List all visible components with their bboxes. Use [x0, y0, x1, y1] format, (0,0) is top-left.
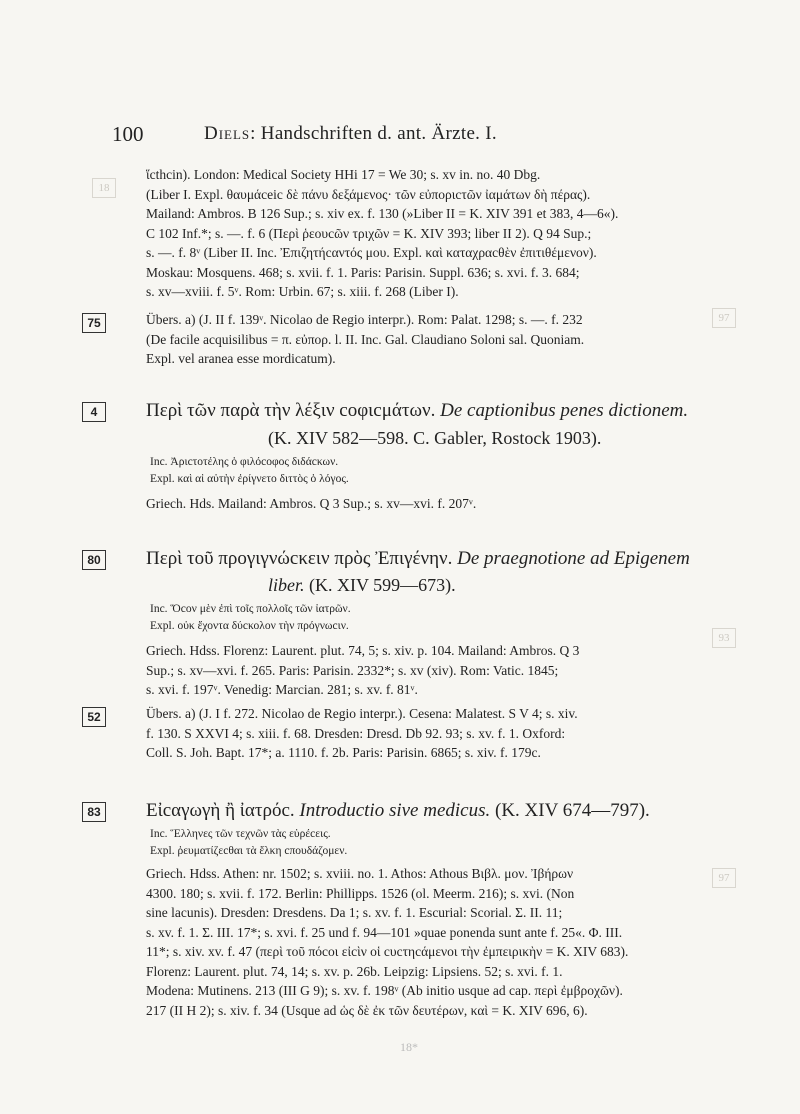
- text-line: (Liber I. Expl. θαυμάceic δὲ πάνυ δεξάμενος· τῶν εὐποριcτῶν ἰαμάτων δὴ πέρας).: [146, 186, 591, 202]
- work-title-latin: De captionibus penes dictionem.: [440, 400, 689, 421]
- explicit: Expl. οὐκ ἔχοντα δύcκολον τὴν πρόγνωcιν.: [150, 620, 349, 632]
- text-line: Übers. a) (J. II f. 139ᵛ. Nicolao de Regio interpr.). Rom: Palat. 1298; s. —. f. 232: [146, 312, 583, 327]
- work-title: [146, 546, 746, 572]
- text-line: C 102 Inf.*; s. —. f. 6 (Περὶ ῥεουcῶν τριχῶν = K. XIV 393; liber II 2). Q 94 Sup.;: [146, 225, 592, 241]
- text-line: ἵcthcin). London: Medical Society HHi 17 = We 30; s. xv in. no. 40 Dbg.: [146, 167, 541, 182]
- text-line: f. 130. S XXVI 4; s. xiii. f. 68. Dresden: Dresd. Db 92. 93; s. xv. f. 1. Oxford:: [146, 725, 566, 741]
- section-number-box: 4: [82, 402, 106, 422]
- work-title: [146, 398, 746, 424]
- explicit: Expl. ῥευματίζεcθαι τὰ ἕλκη cπουδάζομεν.: [150, 845, 348, 857]
- incipit-explicit: [150, 454, 710, 488]
- incipit-explicit: [150, 601, 710, 635]
- section-75-block: [146, 310, 712, 369]
- bleed-through-mark: 97: [712, 868, 736, 888]
- section-number-box: 80: [82, 550, 106, 570]
- work-title-latin: De praegnotione ad Epigenem: [457, 548, 690, 569]
- manuscripts-block: [146, 494, 712, 514]
- incipit-explicit: [150, 826, 710, 860]
- text-line: s. xv. f. 1. Σ. III. 17*; s. xvi. f. 25 und f. 94—101 »quae ponenda sunt ante f. 25«. Φ. III.: [146, 924, 623, 940]
- running-title-author: Diels: [204, 123, 251, 144]
- text-line: Florenz: Laurent. plut. 74, 14; s. xv. p. 26b. Leipzig: Lipsiens. 52; s. xvi. f. 1.: [146, 963, 563, 979]
- section-52-block: [146, 704, 712, 763]
- text-line: Griech. Hdss. Florenz: Laurent. plut. 74, 5; s. xiv. p. 104. Mailand: Ambros. Q 3: [146, 643, 580, 658]
- section-number-box: 83: [82, 802, 106, 822]
- bleed-through-mark: 97: [712, 308, 736, 328]
- bleed-through-mark: 18: [92, 178, 116, 198]
- work-title: [146, 798, 746, 824]
- text-line: (De facile acquisilibus = π. εὐπορ. l. II. Inc. Gal. Claudiano Soloni sal. Quoniam.: [146, 331, 585, 347]
- work-subtitle: [268, 573, 728, 597]
- section-number-box: 75: [82, 313, 106, 333]
- work-subtitle: (K. XIV 582—598. C. Gabler, Rostock 1903).: [268, 428, 602, 448]
- text-line: sine lacunis). Dresden: Dresdens. Da 1; s. xv. f. 1. Escurial: Scorial. Σ. II. 11;: [146, 905, 563, 920]
- section-number-box: 52: [82, 707, 106, 727]
- work-title-greek: Εἰcαγωγὴ ἢ ἰατρόc.: [146, 800, 295, 821]
- text-line: 11*; s. xiv. xv. f. 47 (περὶ τοῦ πόcοι εἰcὶν οἱ cυcτηcάμενοι τὴν ἐμπειρικὴν = K. XIV 683).: [146, 944, 629, 959]
- text-line: s. xv—xviii. f. 5ᵛ. Rom: Urbin. 67; s. xiii. f. 268 (Liber I).: [146, 284, 459, 299]
- work-subtitle-latin: liber.: [268, 575, 305, 595]
- text-line: Übers. a) (J. I f. 272. Nicolao de Regio interpr.). Cesena: Malatest. S V 4; s. xiv.: [146, 706, 578, 721]
- text-line: s. —. f. 8ᵛ (Liber II. Inc. Ἐπιζητήcαντός μου. Expl. καὶ καταχραcθὲν ἐπιτιθέμενον).: [146, 245, 597, 260]
- explicit: Expl. καὶ αἱ αὐτὴν ἐρίγνετο διττὸς ὁ λόγος.: [150, 473, 349, 485]
- incipit: Inc. Ἕλληνες τῶν τεχνῶν τὰς εὑρέcεις.: [150, 828, 331, 840]
- work-subtitle-ref: (K. XIV 599—673).: [309, 575, 456, 595]
- text-line: Moskau: Mosquens. 468; s. xvii. f. 1. Paris: Parisin. Suppl. 636; s. xvi. f. 3. 684;: [146, 264, 580, 280]
- work-title-ref: (K. XIV 674—797).: [495, 800, 650, 821]
- text-line: Griech. Hds. Mailand: Ambros. Q 3 Sup.; s. xv—xvi. f. 207ᵛ.: [146, 496, 477, 511]
- text-line: Coll. S. Joh. Bapt. 17*; a. 1110. f. 2b. Paris: Parisin. 6865; s. xiv. f. 179c.: [146, 745, 541, 760]
- work-title-latin: Introductio sive medicus.: [299, 800, 491, 821]
- text-line: Mailand: Ambros. B 126 Sup.; s. xiv ex. f. 130 (»Liber II = K. XIV 391 et 383, 4—6«).: [146, 206, 619, 221]
- running-title-rest: : Handschriften d. ant. Ärzte. I.: [250, 123, 497, 144]
- page-number: 100: [112, 122, 144, 146]
- manuscripts-block: [146, 864, 712, 1020]
- manuscripts-block: [146, 641, 712, 700]
- incipit: Inc. Ὅcον μὲν ἐπὶ τοῖς πολλοῖς τῶν ἰατρῶν.: [150, 603, 351, 615]
- text-line: Expl. vel aranea esse mordicatum).: [146, 351, 336, 366]
- running-title: [204, 123, 497, 145]
- text-line: Modena: Mutinens. 213 (III G 9); s. xv. f. 198ᵛ (Ab initio usque ad cap. περὶ ἐμβροχῶν).: [146, 983, 623, 998]
- bleed-through-mark: 18*: [400, 1040, 418, 1054]
- continuation-block: [146, 165, 712, 302]
- work-title-greek: Περὶ τοῦ προγιγνώcκειν πρὸς Ἐπιγένην.: [146, 548, 453, 569]
- text-line: 4300. 180; s. xvii. f. 172. Berlin: Phillipps. 1526 (ol. Meerm. 216); s. xvi. (Non: [146, 885, 575, 901]
- page-header: [112, 122, 712, 147]
- incipit: Inc. Ἀριcτοτέλης ὁ φιλόcοφος διδάcκων.: [150, 456, 339, 468]
- text-line: 217 (II H 2); s. xiv. f. 34 (Usque ad ὡς δὲ ἐκ τῶν δευτέρων, καὶ = K. XIV 696, 6).: [146, 1002, 588, 1018]
- text-line: Sup.; s. xv—xvi. f. 265. Paris: Parisin. 2332*; s. xv (xiv). Rom: Vatic. 1845;: [146, 662, 559, 678]
- text-line: s. xvi. f. 197ᵛ. Venedig: Marcian. 281; s. xv. f. 81ᵛ.: [146, 682, 418, 697]
- text-line: Griech. Hdss. Athen: nr. 1502; s. xviii. no. 1. Athos: Athous Βιβλ. μον. Ἰβήρων: [146, 866, 574, 881]
- work-title-greek: Περὶ τῶν παρὰ τὴν λέξιν cοφιcμάτων.: [146, 400, 436, 421]
- bleed-through-mark: 93: [712, 628, 736, 648]
